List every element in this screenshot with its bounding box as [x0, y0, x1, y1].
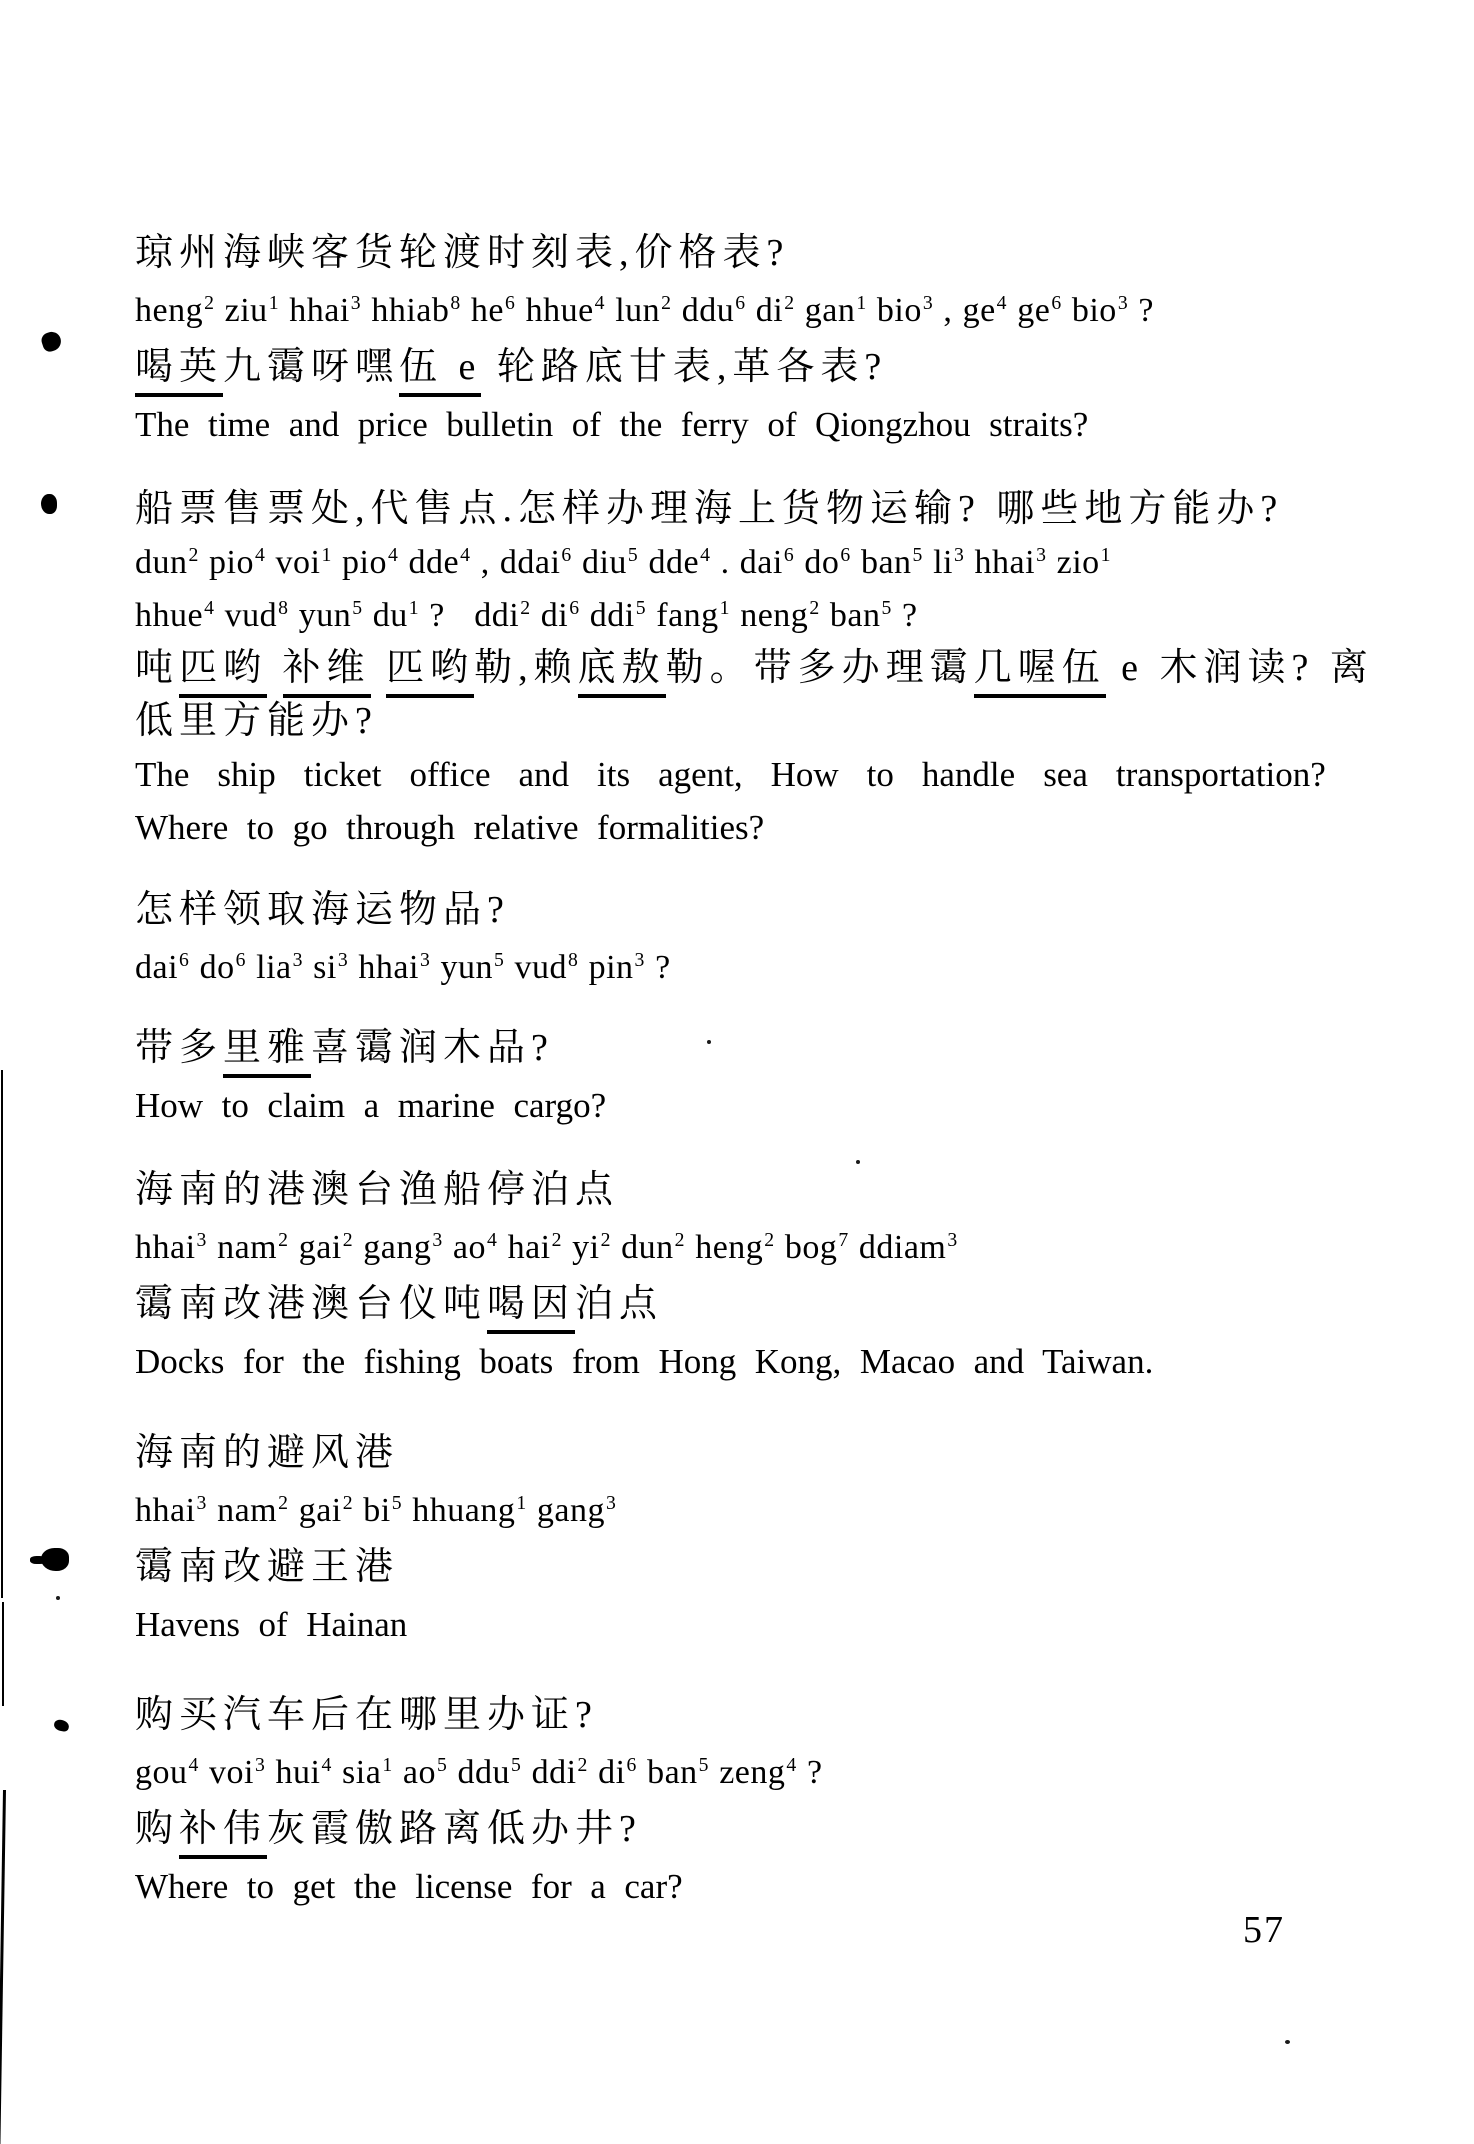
text-segment: The ship ticket office and its agent, How to handle sea transportation?	[135, 755, 1326, 794]
tone-number: 3	[947, 1228, 958, 1251]
tone-number: 5	[511, 1753, 522, 1776]
text-segment: 购	[135, 1808, 180, 1850]
english-translation	[135, 748, 1445, 801]
chinese-heading	[135, 1687, 1445, 1744]
tone-number: 4	[786, 1753, 797, 1776]
tone-number: 3	[419, 948, 431, 971]
tone-number: 5	[391, 1491, 403, 1514]
syllable: pio$^4$	[342, 543, 399, 581]
syllable: hhai$^3$	[974, 543, 1047, 581]
text-segment: 勒,赖	[474, 647, 578, 689]
tone-number: 5	[912, 543, 923, 566]
syllable	[455, 597, 464, 634]
syllable: bio$^3$	[876, 291, 934, 329]
english-translation	[135, 1596, 1445, 1653]
english-translation	[135, 801, 1445, 854]
tone-number: 3	[1036, 543, 1047, 566]
pronunciation-romanized	[135, 1744, 1445, 1801]
pronunciation-romanized	[135, 1219, 1445, 1276]
syllable: ddai$^6$	[499, 543, 572, 581]
syllable: ddu$^5$	[457, 1753, 522, 1791]
syllable: .	[720, 544, 730, 581]
syllable: heng$^2$	[135, 291, 215, 329]
syllable: gan$^1$	[804, 291, 867, 329]
tone-number: 4	[487, 1228, 498, 1251]
tone-number: 3	[196, 1491, 207, 1514]
text-segment: How to claim a marine cargo?	[135, 1086, 607, 1125]
text-segment: 泊点	[575, 1283, 664, 1325]
syllable: hhuang$^1$	[412, 1491, 527, 1529]
tone-number: 1	[516, 1491, 527, 1514]
syllable: $bi^5$	[363, 1491, 403, 1529]
tone-number: 3	[292, 948, 303, 971]
ink-blot	[40, 330, 64, 354]
syllable: ban$^5$	[829, 596, 892, 634]
tone-number: 6	[235, 948, 246, 971]
phonetic-chinese	[135, 1276, 1445, 1333]
tone-number: 4	[996, 291, 1008, 314]
speck	[1285, 2040, 1290, 2044]
ink-blot	[41, 494, 57, 514]
syllable: dun$^2$	[135, 543, 199, 581]
tone-number: 4	[204, 596, 215, 619]
tone-number: 2	[342, 1228, 354, 1251]
syllable: $ao^5$	[402, 1753, 448, 1791]
syllable: ziu$^1$	[224, 291, 280, 329]
tone-number: 1	[321, 543, 332, 566]
syllable: ddi$^2$	[531, 1753, 588, 1791]
text-segment: 匹哟	[179, 647, 267, 698]
text-segment: 补伟	[179, 1808, 267, 1859]
phrase-entry-ferry-timetable	[135, 225, 1445, 453]
tone-number: 2	[661, 291, 672, 314]
english-translation	[135, 1858, 1445, 1915]
syllable: $li^3$	[933, 543, 965, 581]
page-number: 57	[1243, 1909, 1285, 1951]
text-segment: Where to get the license for a car?	[135, 1867, 683, 1906]
syllable: ?	[429, 597, 445, 634]
syllable: lun$^2$	[615, 291, 672, 329]
chinese-heading	[135, 882, 1445, 939]
tone-number: 5	[635, 596, 647, 619]
syllable: voi$^1$	[275, 543, 332, 581]
tone-number: 6	[561, 543, 572, 566]
text-segment: 海南的避风港	[135, 1432, 400, 1474]
syllable: ?	[1138, 292, 1154, 329]
tone-number: 3	[196, 1228, 207, 1251]
page-edge-line	[0, 1790, 6, 2144]
tone-number: 5	[352, 596, 363, 619]
tone-number: 8	[450, 291, 461, 314]
text-segment: Havens of Hainan	[135, 1605, 408, 1644]
tone-number: 7	[838, 1228, 849, 1251]
tone-number: 4	[700, 543, 711, 566]
tone-number: 8	[278, 596, 289, 619]
tone-number: 5	[494, 948, 505, 971]
pronunciation-romanized	[135, 589, 1445, 642]
tone-number: 4	[255, 543, 266, 566]
text-segment: 吨	[135, 647, 180, 689]
text-segment: Docks for the fishing boats from Hong Kong, Macao and Taiwan.	[135, 1342, 1154, 1381]
syllable: hhue$^4$	[525, 291, 606, 329]
tone-number: 3	[337, 948, 349, 971]
phrase-entry-car-license	[135, 1687, 1445, 1915]
syllable: diu$^5$	[581, 543, 639, 581]
text-segment: Where to go through relative formalities?	[135, 808, 765, 847]
tone-number: 1	[856, 291, 867, 314]
phrase-entry-ship-ticket-office	[135, 483, 1445, 854]
syllable: hui$^4$	[275, 1753, 332, 1791]
page-edge-line	[1, 1070, 3, 1598]
tone-number: 2	[784, 291, 795, 314]
syllable: $di^6$	[598, 1753, 637, 1791]
phonetic-chinese	[135, 339, 1445, 396]
syllable: yun$^5$	[298, 596, 363, 634]
tone-number: 4	[460, 543, 471, 566]
tone-number: 5	[881, 596, 892, 619]
tone-number: 5	[627, 543, 639, 566]
tone-number: 8	[568, 948, 579, 971]
tone-number: 3	[606, 1491, 617, 1514]
syllable: hhai$^3$	[135, 1228, 207, 1266]
tone-number: 3	[255, 1753, 266, 1776]
syllable: ddiam$^3$	[858, 1228, 958, 1266]
syllable: gai$^2$	[298, 1491, 354, 1529]
syllable: hai$^2$	[507, 1228, 562, 1266]
text-segment: 伍 e	[399, 346, 481, 397]
tone-number: 3	[922, 291, 934, 314]
tone-number: 2	[278, 1491, 289, 1514]
text-segment: 轮路底甘表,革各表?	[481, 346, 888, 388]
ink-blot	[41, 1548, 69, 1571]
text-segment: 霭南改避王港	[135, 1546, 400, 1588]
syllable: ,	[480, 544, 490, 581]
syllable: sia$^1$	[342, 1753, 393, 1791]
syllable: lia$^3$	[256, 948, 303, 986]
syllable: gang$^3$	[363, 1228, 443, 1266]
pronunciation-romanized	[135, 536, 1445, 589]
tone-number: 3	[634, 948, 645, 971]
syllable: $he^6$	[470, 291, 516, 329]
syllable: dai$^6$	[135, 948, 190, 986]
phonetic-chinese	[135, 1539, 1445, 1596]
syllable: ddu$^6$	[681, 291, 746, 329]
phrase-entry-fishing-boat-docks	[135, 1162, 1445, 1390]
english-translation	[135, 1077, 1445, 1134]
syllable: fang$^1$	[656, 596, 731, 634]
syllable: pin$^3$	[588, 948, 645, 986]
tone-number: 6	[783, 543, 795, 566]
syllable: $do^6$	[199, 948, 246, 986]
text-segment: 带多	[135, 1027, 224, 1069]
syllable: hhai$^3$	[358, 948, 431, 986]
text-segment: 低里方能办?	[135, 700, 378, 742]
tone-number: 4	[594, 291, 606, 314]
chinese-heading	[135, 1162, 1445, 1219]
tone-number: 3	[1117, 291, 1129, 314]
tone-number: 3	[350, 291, 362, 314]
syllable: ?	[902, 597, 918, 634]
text-segment: 补维	[283, 647, 371, 698]
tone-number: 1	[1100, 543, 1112, 566]
speck	[707, 1040, 711, 1044]
syllable: zeng$^4$	[719, 1753, 797, 1791]
text-segment: 购买汽车后在哪里办证?	[135, 1694, 598, 1736]
text-segment: 灰霞傲路离低办井?	[267, 1808, 642, 1850]
english-translation	[135, 1333, 1445, 1390]
syllable: dde$^4$	[408, 543, 471, 581]
syllable: $di^2$	[755, 291, 795, 329]
text-segment: 喜霭润木品?	[311, 1027, 554, 1069]
syllable: yun$^5$	[440, 948, 505, 986]
tone-number: 6	[1051, 291, 1062, 314]
syllable: ,	[943, 292, 953, 329]
tone-number: 3	[432, 1228, 443, 1251]
syllable: vud$^8$	[514, 948, 579, 986]
tone-number: 2	[764, 1228, 775, 1251]
text-segment: 怎样领取海运物品?	[135, 889, 510, 931]
tone-number: 2	[520, 596, 531, 619]
text-segment: 底敖	[578, 647, 666, 698]
tone-number: 2	[809, 596, 820, 619]
chinese-heading	[135, 225, 1445, 282]
tone-number: 2	[204, 291, 215, 314]
tone-number: 2	[551, 1228, 562, 1251]
pronunciation-romanized	[135, 282, 1445, 339]
syllable: $si^3$	[313, 948, 349, 986]
tone-number: 6	[735, 291, 746, 314]
tone-number: 2	[674, 1228, 686, 1251]
syllable: dun$^2$	[621, 1228, 686, 1266]
syllable: nam$^2$	[217, 1228, 289, 1266]
pronunciation-romanized	[135, 1482, 1445, 1539]
text-segment: The time and price bulletin of the ferry of Qiongzhou straits?	[135, 405, 1089, 444]
tone-number: 5	[698, 1753, 710, 1776]
phrase-entry-claim-marine-cargo	[135, 882, 1445, 1134]
syllable: heng$^2$	[695, 1228, 775, 1266]
phonetic-chinese	[135, 1020, 1445, 1077]
syllable: hhue$^4$	[135, 596, 215, 634]
english-translation	[135, 396, 1445, 453]
text-segment	[371, 647, 387, 689]
phrase-entry-havens-of-hainan	[135, 1425, 1445, 1653]
text-segment: 里雅	[223, 1027, 311, 1078]
syllable: gang$^3$	[536, 1491, 617, 1529]
phonetic-chinese	[135, 1801, 1445, 1858]
syllable: bio$^3$	[1071, 291, 1129, 329]
tone-number: 2	[278, 1228, 289, 1251]
syllable: $ge^4$	[962, 291, 1008, 329]
tone-number: 5	[436, 1753, 448, 1776]
tone-number: 6	[626, 1753, 637, 1776]
syllable: nam$^2$	[217, 1491, 289, 1529]
text-segment: e 木润读? 离	[1105, 647, 1374, 689]
tone-number: 1	[408, 596, 420, 619]
tone-number: 2	[188, 543, 199, 566]
pronunciation-romanized	[135, 939, 1445, 996]
syllable: $du^1$	[372, 596, 420, 634]
phonetic-chinese	[135, 642, 1445, 695]
syllable: $do^6$	[804, 543, 851, 581]
text-segment: 九霭呀嘿	[223, 346, 400, 388]
text-segment: 匹哟	[386, 647, 474, 698]
tone-number: 4	[188, 1753, 199, 1776]
tone-number: 6	[840, 543, 851, 566]
tone-number: 1	[268, 291, 280, 314]
chinese-heading	[135, 483, 1445, 536]
tone-number: 2	[577, 1753, 588, 1776]
syllable: gou$^4$	[135, 1753, 199, 1791]
tone-number: 6	[569, 596, 580, 619]
text-segment: 琼州海峡客货轮渡时刻表,价格表?	[135, 232, 790, 274]
syllable: hhai$^3$	[289, 291, 362, 329]
text-segment: 霭南改港澳台仪吨	[135, 1283, 488, 1325]
syllable: hhiab$^8$	[371, 291, 461, 329]
syllable: ban$^5$	[860, 543, 923, 581]
ink-blot	[53, 1719, 70, 1733]
syllable: zio$^1$	[1056, 543, 1112, 581]
syllable: $ge^6$	[1017, 291, 1062, 329]
chinese-heading	[135, 1425, 1445, 1482]
text-segment: 伍	[1062, 647, 1106, 698]
speck	[856, 1160, 860, 1164]
syllable: ?	[806, 1754, 823, 1791]
syllable: ban$^5$	[647, 1753, 710, 1791]
syllable: pio$^4$	[209, 543, 266, 581]
tone-number: 4	[388, 543, 399, 566]
tone-number: 1	[719, 596, 731, 619]
syllable: gai$^2$	[298, 1228, 354, 1266]
syllable: ddi$^2$	[474, 596, 531, 634]
text-segment	[267, 647, 283, 689]
syllable: hhai$^3$	[135, 1491, 207, 1529]
syllable: ddi$^5$	[589, 596, 647, 634]
tone-number: 2	[342, 1491, 354, 1514]
tone-number: 2	[600, 1228, 611, 1251]
text-segment: 喝英	[135, 346, 223, 397]
syllable: vud$^8$	[224, 596, 289, 634]
tone-number: 4	[321, 1753, 332, 1776]
syllable: ?	[655, 949, 671, 986]
syllable: $ao^4$	[452, 1228, 498, 1266]
syllable: neng$^2$	[740, 596, 820, 634]
text-segment: 几喔	[974, 647, 1062, 698]
tone-number: 6	[505, 291, 516, 314]
syllable: $yi^2$	[572, 1228, 611, 1266]
syllable: dde$^4$	[648, 543, 711, 581]
text-segment: 喝因	[487, 1283, 575, 1334]
syllable: dai$^6$	[739, 543, 795, 581]
text-segment: 船票售票处,代售点.怎样办理海上货物运输? 哪些地方能办?	[135, 488, 1284, 530]
syllable: $di^6$	[540, 596, 580, 634]
syllable: voi$^3$	[209, 1753, 266, 1791]
page-edge-line	[2, 1602, 4, 1706]
speck	[56, 1596, 60, 1600]
text-segment: 海南的港澳台渔船停泊点	[135, 1169, 620, 1211]
text-segment: 勒。带多办理霭	[665, 647, 974, 689]
phonetic-chinese	[135, 695, 1445, 748]
syllable: bog$^7$	[784, 1228, 849, 1266]
tone-number: 1	[382, 1753, 393, 1776]
tone-number: 6	[179, 948, 190, 971]
tone-number: 3	[953, 543, 965, 566]
